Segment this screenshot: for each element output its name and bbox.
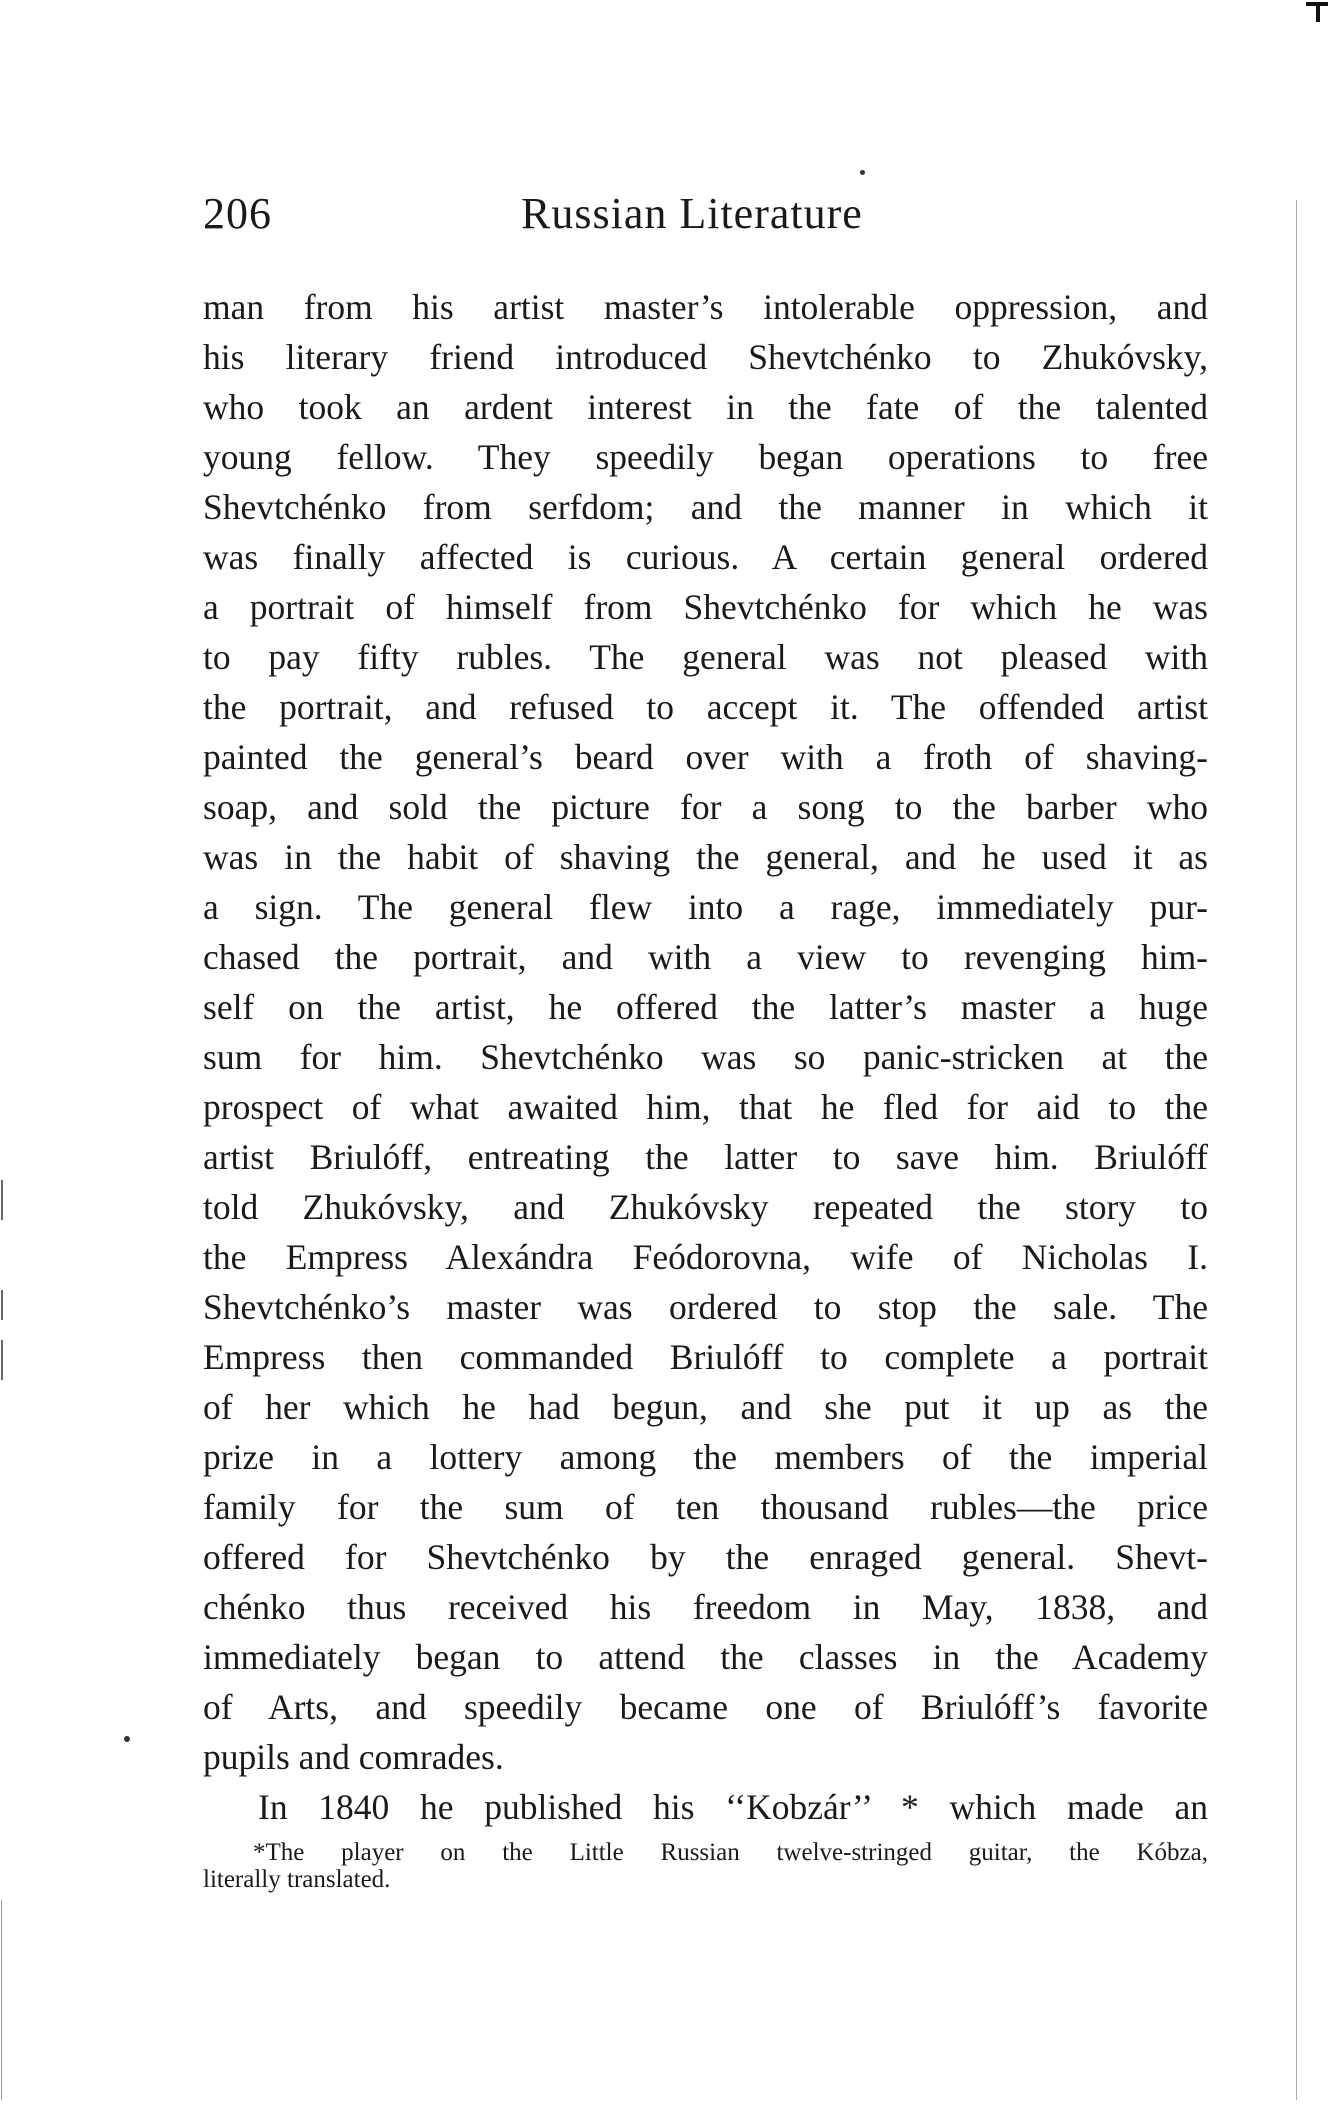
text-line: self on the artist, he offered the latter’s master a huge [203, 987, 1208, 1027]
text-line: family for the sum of ten thousand rubles—the price [203, 1487, 1208, 1527]
text-line: a sign. The general flew into a rage, immediately pur- [203, 887, 1208, 927]
text-line: immediately began to attend the classes in the Academy [203, 1637, 1208, 1677]
scan-left-mark [1, 1340, 3, 1380]
text-line: to pay fifty rubles. The general was not pleased with [203, 637, 1208, 677]
text-line: artist Briulóff, entreating the latter to save him. Briulóff [203, 1137, 1208, 1177]
footnote-line: literally translated. [203, 1866, 391, 1893]
text-line: prospect of what awaited him, that he fled for aid to the [203, 1087, 1208, 1127]
scan-left-mark [1, 1900, 2, 2100]
text-line: Shevtchénko from serfdom; and the manner in which it [203, 487, 1208, 527]
corner-mark-icon [1306, 0, 1328, 22]
text-line: prize in a lottery among the members of the imperial [203, 1437, 1208, 1477]
text-line: young fellow. They speedily began operations to free [203, 437, 1208, 477]
text-line: Empress then commanded Briulóff to complete a portrait [203, 1337, 1208, 1377]
speck [124, 1736, 130, 1742]
page-header [203, 188, 1208, 248]
text-line: was finally affected is curious. A certain general ordered [203, 537, 1208, 577]
running-title: Russian Literature [521, 189, 863, 238]
scan-edge-line [1296, 200, 1297, 2100]
footnote-line: *The player on the Little Russian twelve-stringed guitar, the Kóbza, [253, 1839, 1208, 1866]
scan-left-mark [1, 1180, 3, 1220]
page-number: 206 [203, 189, 272, 238]
text-line: chénko thus received his freedom in May, 1838, and [203, 1587, 1208, 1627]
text-line: the Empress Alexándra Feódorovna, wife of Nicholas I. [203, 1237, 1208, 1277]
text-line: of Arts, and speedily became one of Briulóff’s favorite [203, 1687, 1208, 1727]
text-line: chased the portrait, and with a view to revenging him- [203, 937, 1208, 977]
text-line: Shevtchénko’s master was ordered to stop the sale. The [203, 1287, 1208, 1327]
speck [860, 170, 865, 175]
text-line: soap, and sold the picture for a song to the barber who [203, 787, 1208, 827]
text-line: his literary friend introduced Shevtchénko to Zhukóvsky, [203, 337, 1208, 377]
footnote [203, 1839, 1208, 1893]
text-line: pupils and comrades. [203, 1737, 504, 1777]
text-line: offered for Shevtchénko by the enraged general. Shevt- [203, 1537, 1208, 1577]
text-line: In 1840 he published his ‘‘Kobzár’’ * which made an [258, 1787, 1208, 1827]
text-line: told Zhukóvsky, and Zhukóvsky repeated the story to [203, 1187, 1208, 1227]
text-line: sum for him. Shevtchénko was so panic-stricken at the [203, 1037, 1208, 1077]
text-line: who took an ardent interest in the fate of the talented [203, 387, 1208, 427]
text-line: the portrait, and refused to accept it. The offended artist [203, 687, 1208, 727]
body-text [203, 282, 1208, 1832]
text-line: painted the general’s beard over with a froth of shaving- [203, 737, 1208, 777]
text-line: was in the habit of shaving the general, and he used it as [203, 837, 1208, 877]
text-line: of her which he had begun, and she put it up as the [203, 1387, 1208, 1427]
scan-left-mark [1, 1290, 3, 1320]
text-line: man from his artist master’s intolerable oppression, and [203, 287, 1208, 327]
text-line: a portrait of himself from Shevtchénko for which he was [203, 587, 1208, 627]
